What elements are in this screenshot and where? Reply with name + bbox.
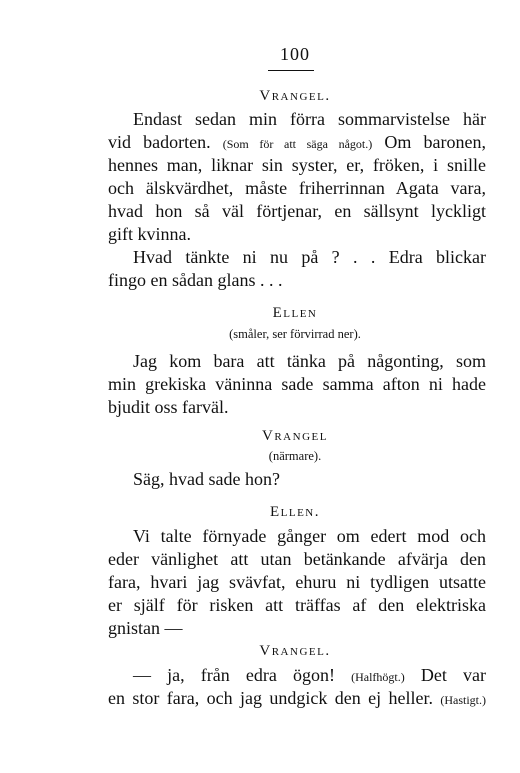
page-number-rule [268,70,314,71]
stage-direction-inline: (Som för att säga något.) [222,137,373,151]
text-line: och älskvärdhet, måste friherrinnan Agata vara, [108,178,486,198]
text-line [108,131,486,155]
text-span: Det var [404,665,486,685]
speaker-name: Vrangel. [259,88,331,104]
text-line: Endast sedan min förra sommarvistelse här [133,109,486,129]
stage-direction-inline: (Halfhögt.) [351,670,405,684]
text-line: Vi talte förnyade gånger om edert mod och [133,526,486,546]
text-span: en stor fara, och jag undgick den ej heller. [108,688,441,708]
stage-direction-inline: (Hastigt.) [440,693,486,707]
text-line: fingo en sådan glans . . . [108,270,283,290]
text-span: Om baronen, [372,132,486,152]
text-line: fara, hvari jag svävfat, ehuru ni tydligen utsatte [108,572,486,592]
speaker-name: Ellen [272,305,318,321]
text-line: er själf för risken att träffas af den elektriska [108,595,486,615]
text-line: Hvad tänkte ni nu på ? . . Edra blickar [133,247,486,267]
text-line: Säg, hvad sade hon? [133,469,280,489]
text-line: bjudit oss farväl. [108,397,229,417]
text-line [133,664,486,688]
text-line [108,687,486,711]
text-line: hennes man, liknar sin syster, er, fröken, i snille [108,155,486,175]
page-number: 100 [280,44,310,64]
text-line: gnistan — [108,618,183,638]
text-line: hvad hon så väl förtjenar, en sällsynt lyckligt [108,201,486,221]
text-span: vid badorten. [108,132,223,152]
text-line: eder vänlighet att utan betänkande afvärja den [108,549,486,569]
text-line: min grekiska väninna sade samma afton ni hade [108,374,486,394]
speaker-name: Vrangel. [259,643,331,659]
text-line: Jag kom bara att tänka på någonting, som [133,351,486,371]
text-line: gift kvinna. [108,224,191,244]
stage-direction: (närmare). [268,449,322,463]
stage-direction: (småler, ser förvirrad ner). [229,327,361,341]
speaker-name: Ellen. [269,504,320,520]
text-span: — ja, från edra ögon! [133,665,352,685]
speaker-name: Vrangel [262,428,328,444]
